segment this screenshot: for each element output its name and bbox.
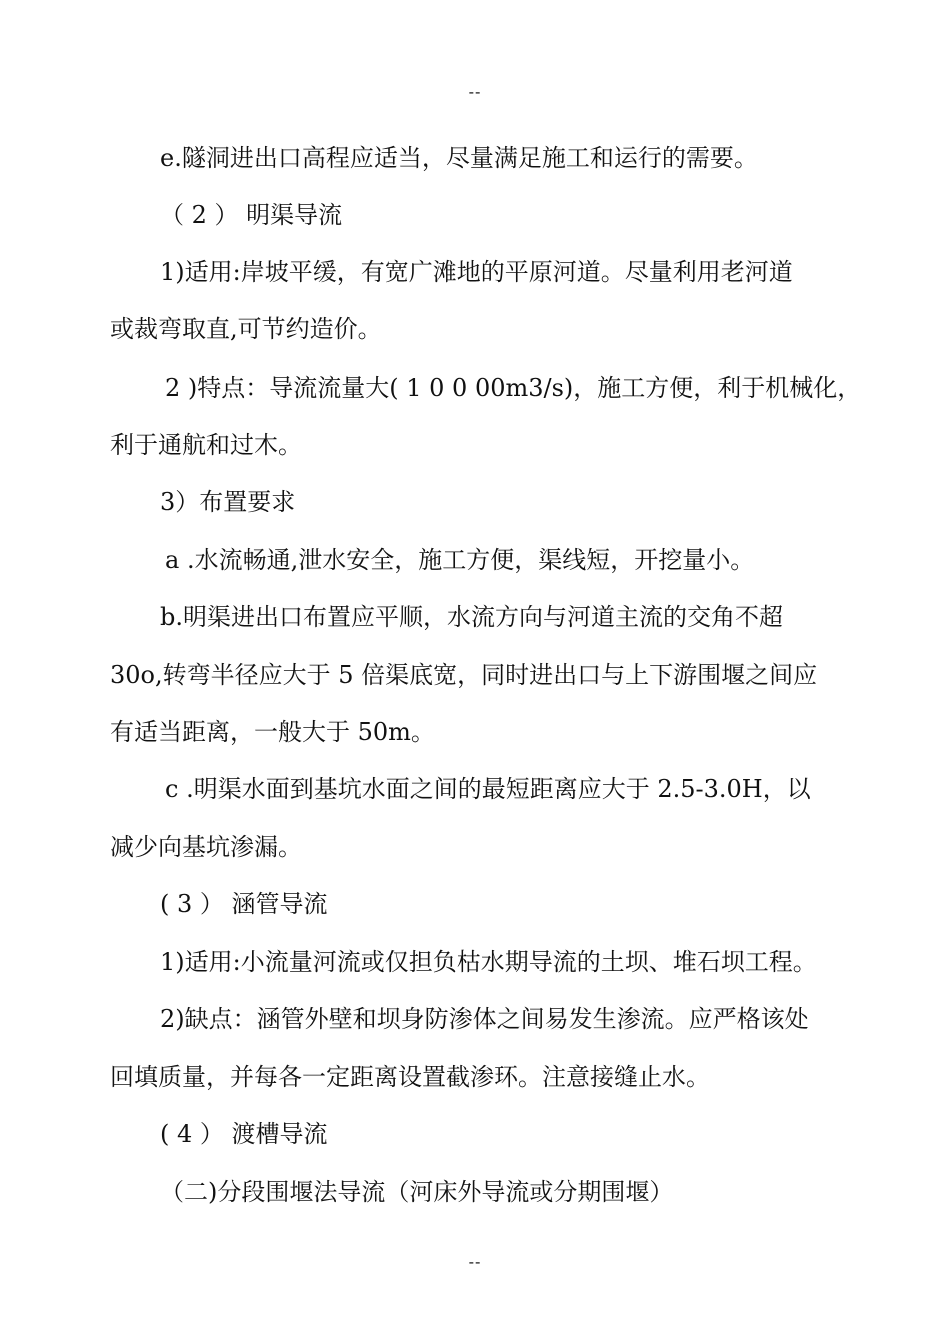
paragraph-line: 1)适用:岸坡平缓，有宽广滩地的平原河道。尽量利用老河道 [160,258,793,286]
paragraph-line: 或裁弯取直,可节约造价。 [110,315,382,343]
paragraph-line: a .水流畅通,泄水安全，施工方便，渠线短，开挖量小。 [165,546,755,574]
paragraph-line: 减少向基坑渗漏。 [110,833,302,861]
paragraph-line: 2)缺点：涵管外壁和坝身防渗体之间易发生渗流。应严格该处 [160,1005,809,1033]
section-heading: （ 2 ） 明渠导流 [160,201,343,229]
paragraph-line: e.隧洞进出口高程应适当，尽量满足施工和运行的需要。 [160,144,758,172]
section-heading: （二)分段围堰法导流（河床外导流或分期围堰） [160,1178,674,1206]
paragraph-line: 回填质量，并每各一定距离设置截渗环。注意接缝止水。 [110,1063,710,1091]
paragraph-line: 1)适用:小流量河流或仅担负枯水期导流的土坝、堆石坝工程。 [160,948,817,976]
paragraph-line: c .明渠水面到基坑水面之间的最短距离应大于 2.5-3.0H，以 [165,775,811,803]
page-header-marker: -- [468,82,482,101]
page-footer-marker: -- [468,1252,482,1271]
section-heading: ( 4 ） 渡槽导流 [160,1120,328,1148]
paragraph-line: 2 )特点：导流流量大( 1 0 0 00m3/s)，施工方便，利于机械化， [165,374,862,402]
subsection-heading: 3）布置要求 [160,488,296,516]
paragraph-line: 有适当距离，一般大于 50m。 [110,718,435,746]
paragraph-line: 利于通航和过木。 [110,431,302,459]
section-heading: ( 3 ） 涵管导流 [160,890,328,918]
paragraph-line: 30o,转弯半径应大于 5 倍渠底宽，同时进出口与上下游围堰之间应 [110,661,818,689]
paragraph-line: b.明渠进出口布置应平顺，水流方向与河道主流的交角不超 [160,603,783,631]
